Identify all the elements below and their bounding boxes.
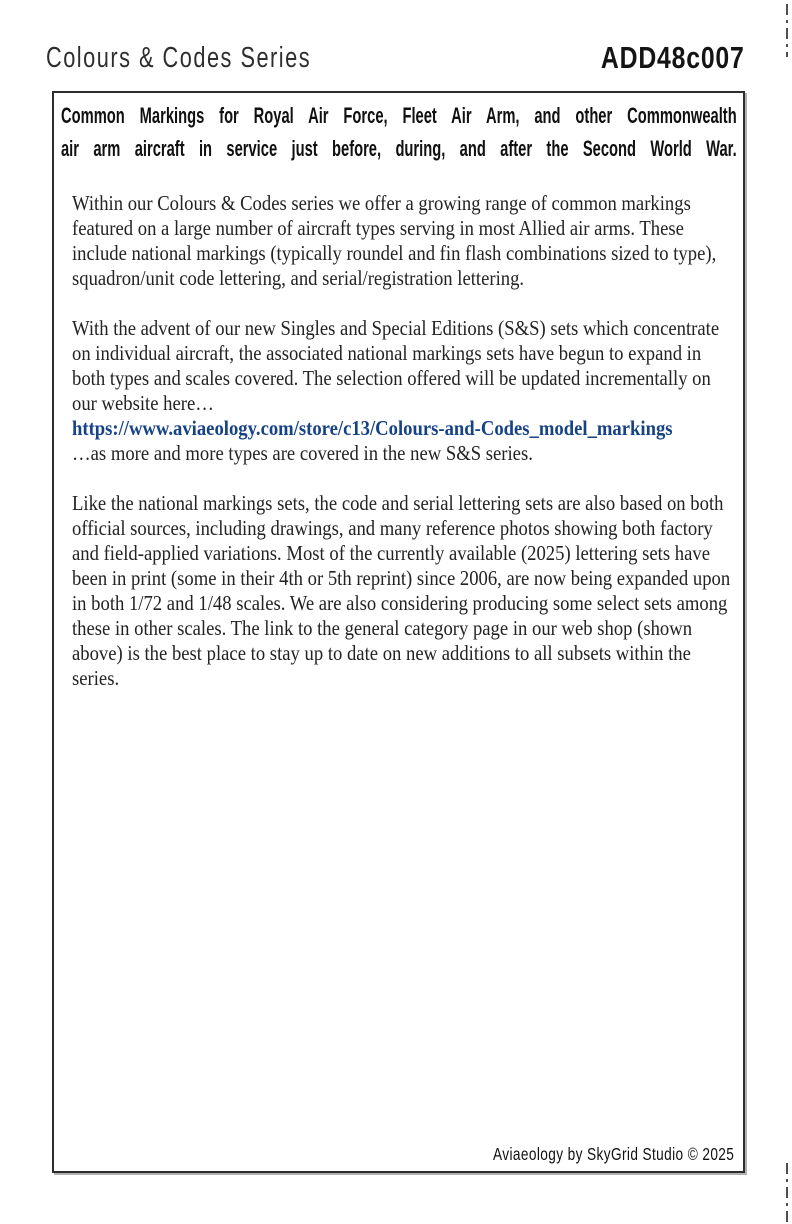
body-text (72, 191, 743, 691)
product-code: ADD48c007 (601, 40, 745, 75)
paragraph-singles-text: With the advent of our new Singles and Special Editions (S&S) sets which concentrate on individual aircraft, the associated national markings sets have begun to expand in both types and scales covered. The selection offered will be updated incrementally on our website here… (72, 316, 720, 415)
paragraph-singles-editions (72, 316, 735, 466)
registration-mark-top (786, 4, 788, 57)
content-box (52, 91, 745, 1173)
paragraph-lettering-sets: Like the national markings sets, the code and serial lettering sets are also based on both official sources, including drawings, and many reference photos showing both factory and field-applied variations. Most of the currently available (2025) lettering sets have been in print (some in their 4th or 5th reprint) since 2006, are now being expanded upon in both 1/72 and 1/48 scales. We are also considering producing some select sets among these in other scales. The link to the general category page in our web shop (shown above) is the best place to stay up to date on new additions to all subsets within the series. (72, 491, 731, 690)
series-title: Colours & Codes Series (46, 42, 312, 74)
paragraph-intro: Within our Colours & Codes series we offer a growing range of common markings featured on a large number of aircraft types serving in most Allied air arms. These include national markings (typically roundel and fin flash combinations sized to type), squadron/unit code lettering, and serial/registration lettering. (72, 191, 717, 290)
paragraph-singles-continued: …as more and more types are covered in the new S&S series. (72, 441, 533, 465)
registration-mark-bottom (786, 1163, 788, 1222)
footer-credit: Aviaeology by SkyGrid Studio © 2025 (492, 1144, 734, 1164)
store-category-link[interactable]: https://www.aviaeology.com/store/c13/Colours-and-Codes_model_markings (72, 416, 673, 440)
box-heading (61, 99, 743, 165)
box-heading-line-1: Common Markings for Royal Air Force, Fleet Air Arm, and other Commonwealth (61, 103, 737, 128)
box-heading-line-2: air arm aircraft in service just before, during, and after the Second World War. (61, 136, 737, 161)
